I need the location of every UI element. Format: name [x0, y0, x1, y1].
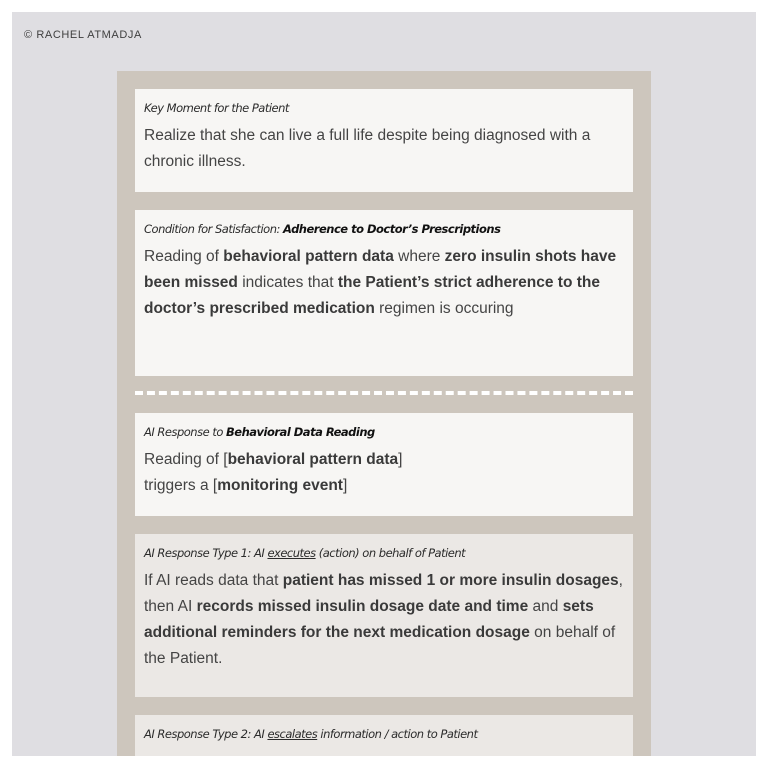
condition-bold-3: the Patient’s strict adherence to the doctor’s prescribed medication — [144, 274, 600, 317]
type1-bold-2: records missed insulin dosage date and time — [196, 598, 529, 615]
condition-label — [144, 222, 624, 236]
journey-column — [117, 71, 651, 756]
ai-response-label — [144, 425, 624, 439]
condition-label-prefix: Condition for Satisfaction: — [144, 222, 284, 236]
type1-bold-1: patient has missed 1 or more insulin dosages — [282, 572, 619, 589]
condition-card — [135, 210, 633, 376]
type1-label-executes: executes — [267, 546, 316, 560]
key-moment-body: Realize that she can live a full life despite being diagnosed with a chronic illness. — [144, 127, 591, 170]
condition-text-3: indicates that — [237, 274, 338, 291]
response-type-2-card — [135, 715, 633, 756]
ai-response-card — [135, 413, 633, 516]
condition-body — [144, 244, 624, 322]
condition-bold-1: behavioral pattern data — [223, 248, 394, 265]
type1-text-1: If AI reads data that — [144, 572, 283, 589]
type1-text-3: and — [528, 598, 563, 615]
ai-response-text-2: ] — [398, 451, 403, 468]
type2-label-escalates: escalates — [267, 727, 318, 741]
page-frame — [12, 12, 756, 756]
type1-label-prefix: AI Response Type 1: AI — [144, 546, 268, 560]
condition-text-2: where — [393, 248, 445, 265]
ai-response-bold-1: behavioral pattern data — [227, 451, 399, 468]
response-type-2-label — [144, 727, 624, 741]
type1-bold-3: sets additional reminders for the next medication dosage — [144, 598, 594, 641]
copyright-text: © RACHEL ATMADJA — [24, 29, 142, 41]
section-divider — [135, 391, 633, 395]
type1-label-suffix: (action) on behalf of Patient — [315, 546, 466, 560]
key-moment-label: Key Moment for the Patient — [144, 101, 289, 115]
ai-response-text-4: ] — [342, 477, 348, 494]
response-type-1-card — [135, 534, 633, 697]
ai-response-label-title: Behavioral Data Reading — [226, 425, 375, 439]
ai-response-text-3: triggers a [ — [144, 477, 218, 494]
condition-label-title: Adherence to Doctor’s Prescriptions — [283, 222, 501, 236]
key-moment-card — [135, 89, 633, 192]
response-type-1-body — [144, 568, 624, 672]
ai-response-label-prefix: AI Response to — [144, 425, 227, 439]
ai-response-body — [144, 447, 624, 499]
ai-response-bold-2: monitoring event — [217, 477, 343, 494]
type2-label-prefix: AI Response Type 2: AI — [144, 727, 268, 741]
type1-text-2: , then AI — [144, 572, 623, 615]
condition-text-1: Reading of — [144, 248, 224, 265]
ai-response-text-1: Reading of [ — [144, 451, 228, 468]
response-type-1-label — [144, 546, 624, 560]
condition-text-4: regimen is occuring — [374, 300, 514, 317]
type1-text-4: on behalf of the Patient. — [144, 624, 616, 667]
condition-bold-2: zero insulin shots have been missed — [144, 248, 617, 291]
type2-label-suffix: information / action to Patient — [317, 727, 478, 741]
